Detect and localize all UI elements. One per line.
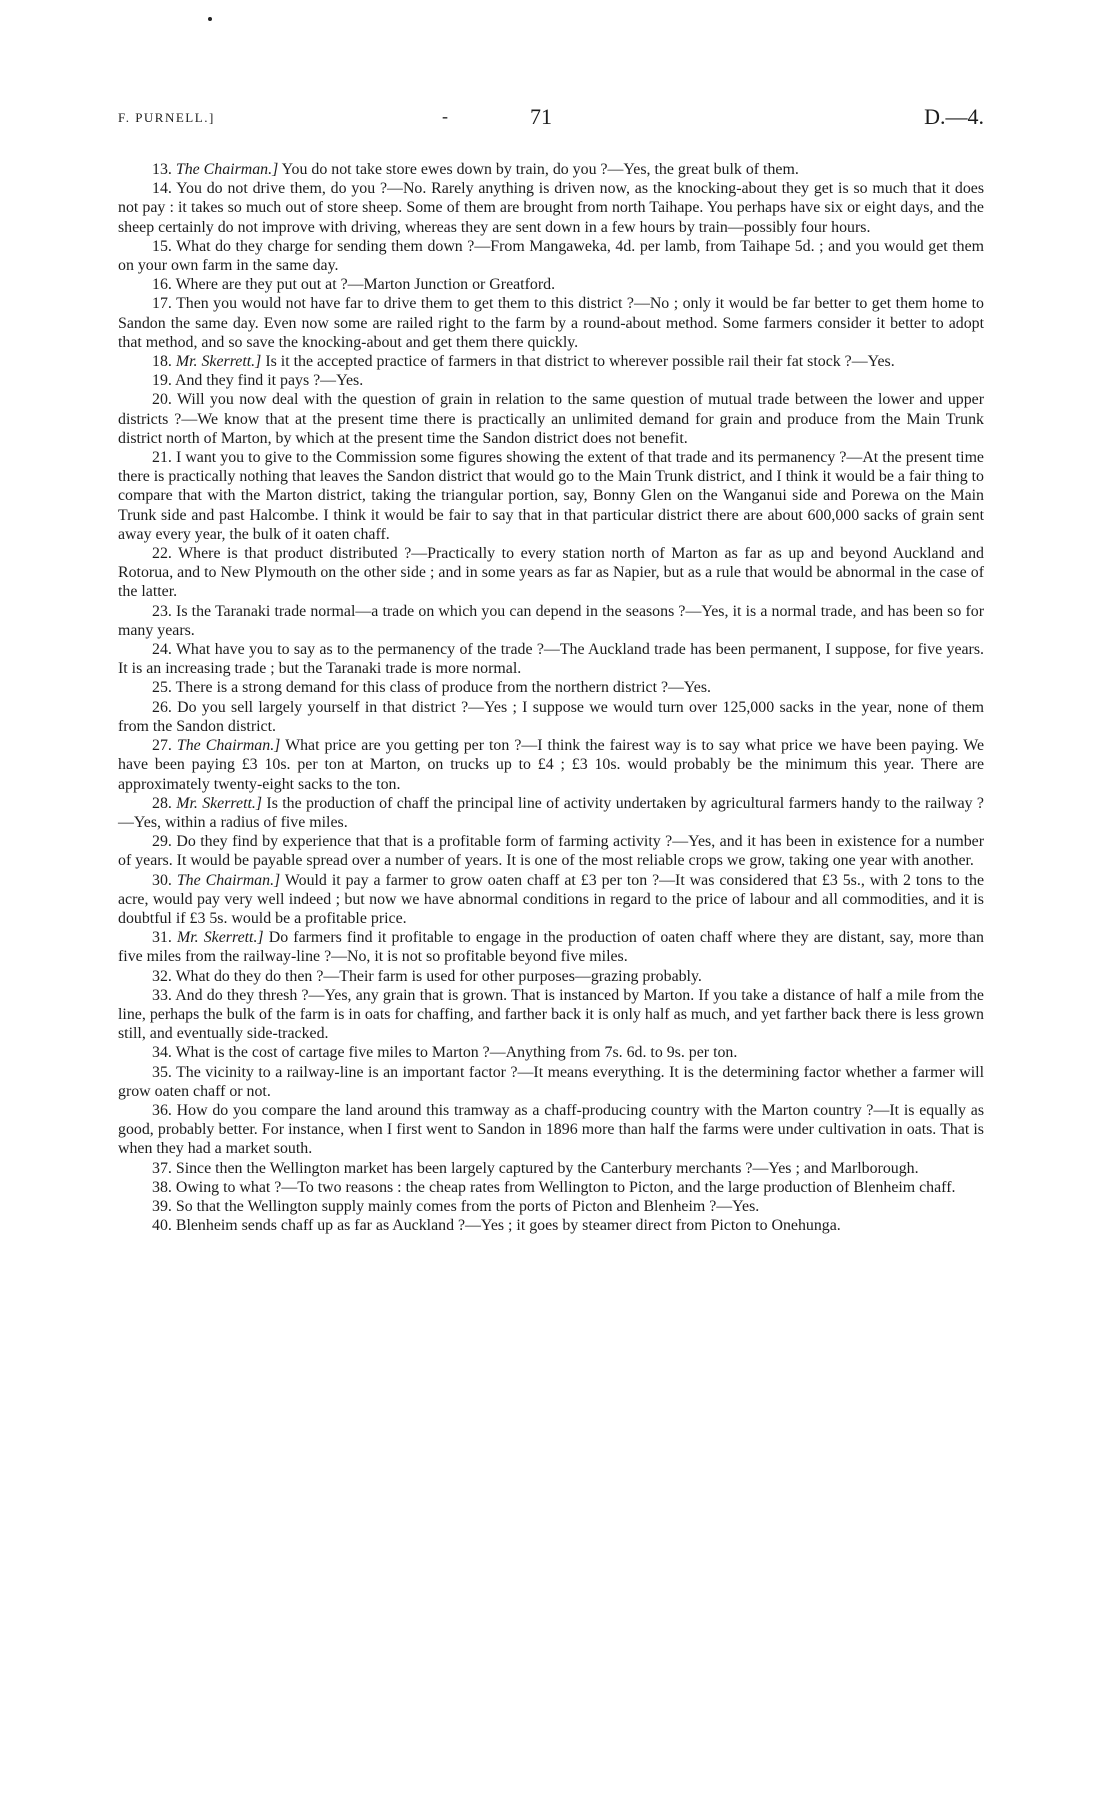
question-number: 20. — [152, 391, 172, 409]
question-number: 32. — [152, 967, 172, 985]
question-number: 38. — [152, 1178, 172, 1196]
testimony-paragraph — [118, 1197, 984, 1216]
testimony-paragraph — [118, 986, 984, 1044]
question-answer-text: Since then the Wellington market has been largely captured by the Canterbury merchants ?—Yes ; and Marlborough. — [175, 1159, 919, 1177]
question-answer-text: What have you to say as to the permanency of the trade ?—The Auckland trade has been permanent, I suppose, for five years. It is an increasing trade ; but the Taranaki trade is more normal. — [118, 641, 984, 678]
question-answer-text: The vicinity to a railway-line is an important factor ?—It means everything. It is the determining factor whether a farmer will grow oaten chaff or not. — [118, 1063, 984, 1100]
testimony-paragraph — [118, 352, 984, 371]
question-answer-text: You do not take store ewes down by train, do you ?—Yes, the great bulk of them. — [281, 161, 799, 178]
testimony-paragraph — [118, 1178, 984, 1197]
question-answer-text: Would it pay a farmer to grow oaten chaff at £3 per ton ?—It was considered that £3 5s., with 2 tons to the acre, would pay very well indeed ; but now we have abnormal conditions in regard to the price of labour and all commodities, and it is doubtful if £3 5s. would be a profitable price. — [118, 871, 985, 927]
question-number: 27. — [152, 737, 172, 755]
question-answer-text: And they find it pays ?—Yes. — [174, 372, 364, 390]
question-answer-text: So that the Wellington supply mainly comes from the ports of Picton and Blenheim ?—Yes. — [175, 1197, 760, 1215]
question-answer-text: How do you compare the land around this tramway as a chaff-producing country with the Marton country ?—It is equally as good, probably better. For instance, when I first went to Sandon in 1896 more than half the farms were under cultivation in oats. That is when they had a market south. — [118, 1101, 984, 1158]
testimony-paragraph — [118, 237, 984, 275]
speaker-name: The Chairman.] — [176, 737, 281, 755]
question-answer-text: Blenheim sends chaff up as far as Auckland ?—Yes ; it goes by steamer direct from Picton to Onehunga. — [175, 1217, 841, 1235]
question-answer-text: Then you would not have far to drive them to get them to this district ?—No ; only it would be far better to get them home to Sandon the same day. Even now some are railed right to the farm by a round-about method. Some farmers consider it better to adopt that method, and so save the knocking-about and get them there quickly. — [118, 295, 985, 351]
question-number: 18. — [152, 353, 172, 371]
testimony-paragraph — [118, 736, 984, 794]
testimony-paragraph — [118, 794, 984, 832]
speaker-name: The Chairman.] — [175, 161, 279, 178]
question-number: 33. — [152, 986, 172, 1004]
question-number: 25. — [152, 679, 172, 697]
question-number: 14. — [152, 180, 172, 198]
question-answer-text: What is the cost of cartage five miles to Marton ?—Anything from 7s. 6d. to 9s. per ton. — [175, 1044, 738, 1062]
testimony-paragraph — [118, 967, 984, 986]
testimony-body — [118, 160, 984, 1235]
question-answer-text: Is the Taranaki trade normal—a trade on which you can depend in the seasons ?—Yes, it is a normal trade, and has been so for many years. — [118, 602, 984, 639]
testimony-paragraph — [118, 1101, 984, 1159]
question-answer-text: You do not drive them, do you ?—No. Rarely anything is driven now, as the knocking-about they get is so much that it does not pay : it takes so much out of store sheep. Some of them are brought from north Taihape. You perhaps have six or eight days, and the sheep certainly do not improve with driving, whereas they are sent down in a few hours by train—possibly four hours. — [118, 180, 985, 236]
testimony-paragraph — [118, 179, 984, 237]
question-answer-text: There is a strong demand for this class of produce from the northern district ?—Yes. — [175, 679, 712, 697]
testimony-paragraph — [118, 928, 984, 966]
testimony-paragraph — [118, 871, 984, 929]
question-answer-text: Where are they put out at ?—Marton Junction or Greatford. — [175, 276, 556, 294]
question-number: 13. — [152, 161, 172, 178]
testimony-paragraph — [118, 602, 984, 640]
page-header — [0, 104, 1114, 138]
question-answer-text: Will you now deal with the question of grain in relation to the same question of mutual trade between the lower and upper districts ?—We know that at the present time there is practically an unlimited demand for grain and produce from the Main Trunk district north of Marton, by which at the present time the Sandon district does not benefit. — [118, 391, 985, 447]
testimony-paragraph — [118, 448, 984, 544]
testimony-paragraph — [118, 640, 984, 678]
question-number: 29. — [152, 833, 172, 851]
question-answer-text: What do they do then ?—Their farm is used for other purposes—grazing probably. — [175, 967, 702, 985]
question-number: 40. — [152, 1217, 172, 1235]
question-answer-text: Do you sell largely yourself in that district ?—Yes ; I suppose we would turn over 125,000 sacks in the year, none of them from the Sandon district. — [118, 698, 984, 735]
question-answer-text: I want you to give to the Commission some figures showing the extent of that trade and its permanency ?—At the present time there is practically nothing that leaves the Sandon district that would go to the Main Trunk district, and I think it would be a fair thing to compare that with the Marton district, taking the triangular portion, say, Bonny Glen on the Wanganui side and Porewa on the Main Trunk side and past Halcombe. I think it would be fair to say that in that particular district there are about 600,000 sacks of grain sent away every year, the bulk of it oaten chaff. — [118, 449, 984, 543]
question-number: 19. — [152, 372, 172, 390]
question-number: 26. — [152, 698, 172, 716]
testimony-paragraph — [118, 390, 984, 448]
question-number: 22. — [152, 545, 172, 563]
question-number: 28. — [152, 794, 172, 812]
question-number: 16. — [152, 276, 172, 294]
question-number: 31. — [152, 929, 172, 947]
speaker-name: The Chairman.] — [176, 871, 281, 889]
question-number: 30. — [152, 871, 172, 889]
testimony-paragraph — [118, 275, 984, 294]
question-number: 24. — [152, 641, 172, 659]
testimony-paragraph — [118, 1063, 984, 1101]
testimony-paragraph — [118, 832, 984, 870]
testimony-paragraph — [118, 1043, 984, 1062]
question-number: 35. — [152, 1063, 172, 1081]
question-number: 39. — [152, 1197, 172, 1215]
question-number: 21. — [152, 449, 172, 467]
question-answer-text: What price are you getting per ton ?—I think the fairest way is to say what price we have been paying. We have been paying £3 10s. per ton at Marton, on trucks up to £4 ; £3 10s. would probably be the minimum this year. There are approximately twenty-eight sacks to the ton. — [118, 737, 985, 793]
question-answer-text: And do they thresh ?—Yes, any grain that is grown. That is instanced by Marton. If you take a distance of half a mile from the line, perhaps the bulk of the farm is in oats for chaffing, and farther back it is only half as much, and yet farther back there is less grown still, and eventually side-tracked. — [118, 986, 984, 1043]
speaker-name: Mr. Skerrett.] — [175, 353, 262, 371]
witness-name: F. PURNELL.] — [118, 110, 215, 125]
testimony-paragraph — [118, 1159, 984, 1178]
speck-mark — [208, 17, 212, 21]
question-answer-text: Do farmers find it profitable to engage in the production of oaten chaff where they are distant, say, more than five miles from the railway-line ?—No, it is not so profitable beyond five miles. — [118, 929, 985, 966]
question-number: 34. — [152, 1044, 172, 1062]
testimony-paragraph — [118, 544, 984, 602]
testimony-paragraph — [118, 678, 984, 697]
question-answer-text: Is it the accepted practice of farmers in that district to wherever possible rail their fat stock ?—Yes. — [265, 353, 895, 371]
testimony-paragraph — [118, 1216, 984, 1235]
question-answer-text: Owing to what ?—To two reasons : the cheap rates from Wellington to Picton, and the large production of Blenheim chaff. — [175, 1178, 956, 1196]
question-number: 36. — [152, 1101, 172, 1119]
speaker-name: Mr. Skerrett.] — [177, 929, 264, 947]
page-number: 71 — [530, 104, 552, 129]
header-dash: - — [442, 106, 448, 126]
speaker-name: Mr. Skerrett.] — [176, 794, 263, 812]
question-answer-text: Where is that product distributed ?—Practically to every station north of Marton as far as up and beyond Auckland and Rotorua, and to New Plymouth on the other side ; and in some years as far as Napier, but as a rule that would be abnormal in the case of the latter. — [118, 545, 984, 601]
question-number: 23. — [152, 602, 172, 620]
question-number: 17. — [152, 295, 172, 313]
question-answer-text: Is the production of chaff the principal line of activity undertaken by agricultural farmers handy to the railway ?—Yes, within a radius of five miles. — [118, 794, 984, 831]
testimony-paragraph — [118, 294, 984, 352]
testimony-paragraph — [118, 698, 984, 736]
question-answer-text: What do they charge for sending them down ?—From Mangaweka, 4d. per lamb, from Taihape 5d. ; and you would get them on your own farm in the same day. — [118, 237, 984, 275]
question-number: 37. — [152, 1159, 172, 1177]
testimony-paragraph — [118, 371, 984, 390]
question-number: 15. — [152, 237, 172, 255]
question-answer-text: Do they find by experience that that is a profitable form of farming activity ?—Yes, and it has been in existence for a number of years. It would be payable spread over a number of years. It is one of the most reliable crops we grow, taking one year with another. — [118, 833, 984, 870]
document-reference: D.—4. — [924, 104, 984, 129]
testimony-paragraph — [118, 160, 984, 179]
